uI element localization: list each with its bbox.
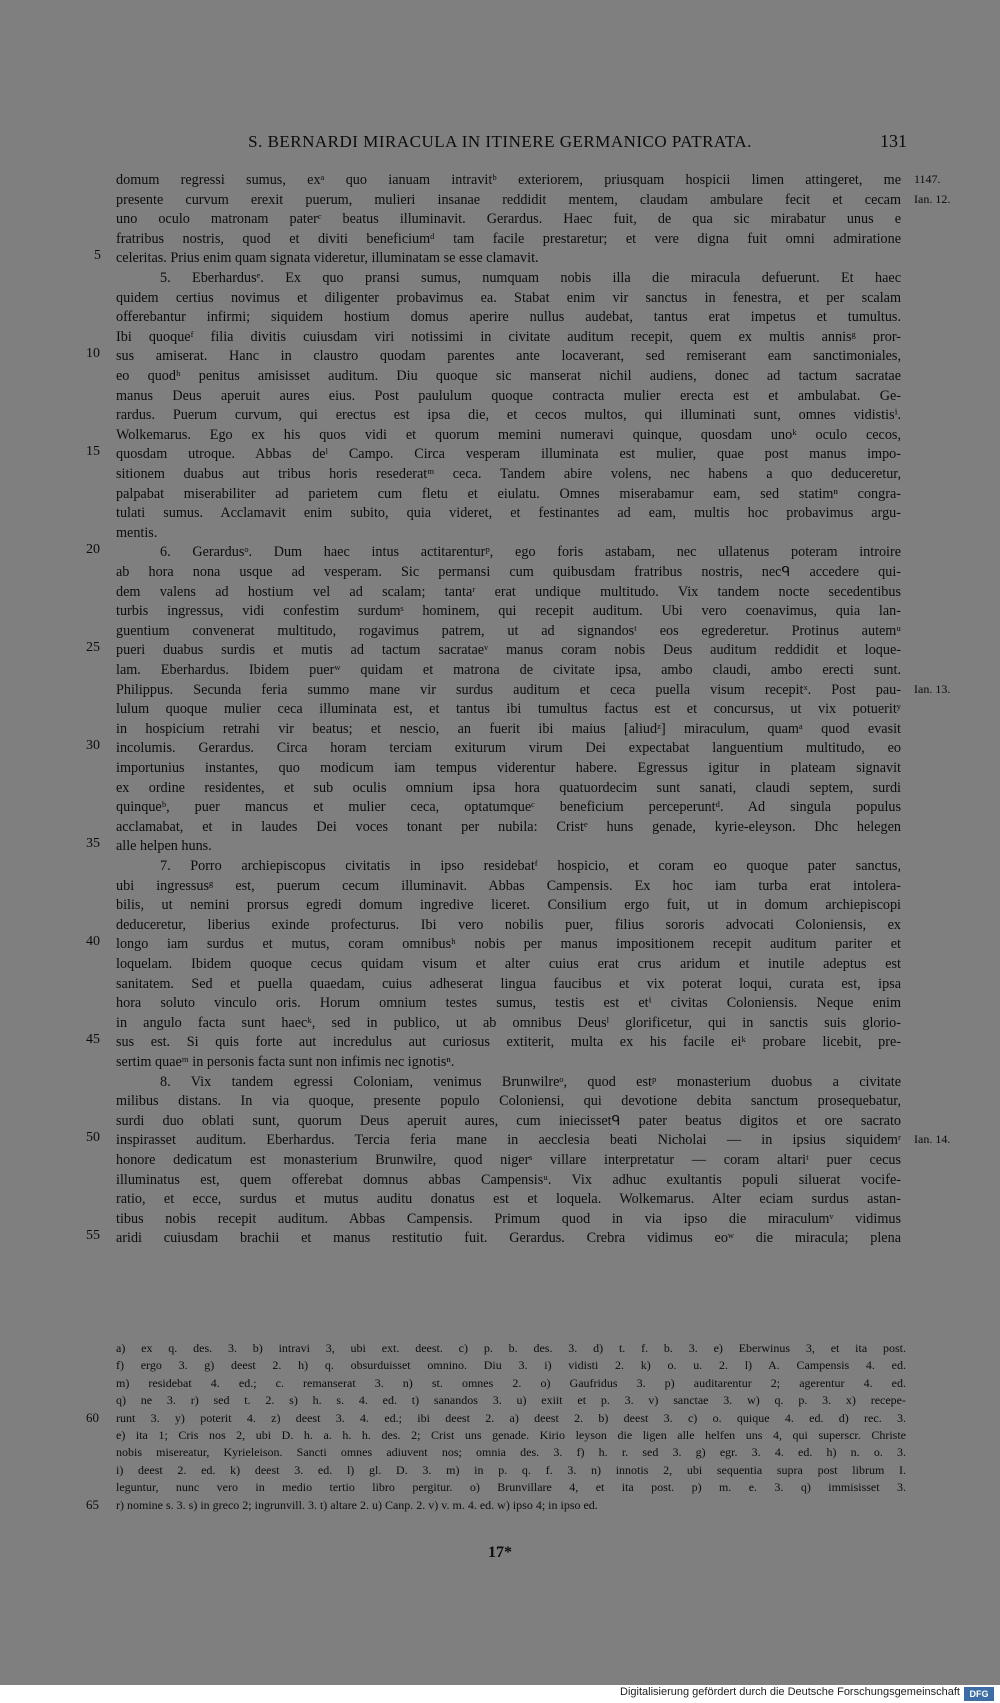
text-line: 7. Porro archiepiscopus civitatis in ipso residebatᶠ hospicio, et coram eo quoque pater sanctus, bbox=[160, 858, 901, 874]
footnote-line: m) residebat 4. ed.; c. remanserat 3. n) st. omnes 2. o) Gaufridus 3. p) auditarentur 2; agerentur 4. ed. bbox=[116, 1375, 906, 1390]
text-line: mentis. bbox=[116, 524, 158, 541]
text-line: loquelam. Ibidem quoque cecus quidam visum et alter cuius erat crus aridum et inutile adeptus est bbox=[116, 956, 901, 972]
text-line: eo quodʰ penitus amisisset auditum. Diu quoque sic manserat nichil audiens, donec ad tactum sacratae bbox=[116, 368, 901, 384]
footnote-line: a) ex q. des. 3. b) intravi 3, ubi ext. deest. c) p. b. des. 3. d) t. f. b. 3. e) Eberwinus 3, et ita post. bbox=[116, 1341, 906, 1355]
line-number: 50 bbox=[86, 1130, 100, 1146]
footnote-line: q) ne 3. r) sed t. 2. s) h. s. 4. ed. t) sanandos 3. u) exiit et p. 3. v) sanctae 3. w) q. p. 3. x) recepe- bbox=[116, 1393, 906, 1408]
margin-date-note: Ian. 12. bbox=[914, 191, 951, 206]
footnote-line: leguntur, nunc vero in medio tertio libro pergitur. o) Brunvillare 4, et ita post. p) m. e. 3. q) immisisset 3. bbox=[116, 1480, 906, 1495]
signature-mark: 17* bbox=[488, 1544, 512, 1561]
text-line: ex ordine residentes, et sub oculis omnium ipsa hora quatuordecim sunt sanati, claudi septem, surdi bbox=[116, 779, 901, 796]
margin-date-note: Ian. 14. bbox=[914, 1132, 951, 1147]
text-line: rardus. Puerum curvum, qui erectus est ipsa die, et cecos multos, qui illuminati sunt, omnes vidistisⁱ. bbox=[116, 407, 901, 424]
line-number: 30 bbox=[86, 738, 100, 754]
margin-date-note: Ian. 13. bbox=[914, 681, 951, 696]
page-number: 131 bbox=[880, 131, 907, 151]
text-line: quosdam utroque. Abbas deˡ Campo. Circa vesperam illuminata est mulier, quae post manus impo- bbox=[116, 446, 901, 463]
text-line: longo iam surdus et mutus, coram omnibusʰ nobis per manus impositionem recepit auditum pariter et bbox=[116, 936, 901, 953]
footnote-line: runt 3. y) poterit 4. z) deest 3. 4. ed.; ibi deest 2. a) deest 2. b) deest 3. c) o. quique 4. ed. d) rec. 3. bbox=[116, 1410, 906, 1425]
line-number: 10 bbox=[86, 346, 100, 362]
text-line: hora soluto vinculo oris. Horum omnium testes sumus, testis est etⁱ civitas Coloniensis. Neque enim bbox=[116, 995, 901, 1012]
text-line: illuminatus est, quem offerebat domnus abbas Campensisᵘ. Vix adhuc exultantis populi siluerat vocife- bbox=[116, 1171, 901, 1188]
text-line: sanitatem. Sed et puella quaedam, cuius adheserat lingua faucibus et vix poterat loqui, curata est, ipsa bbox=[116, 975, 901, 992]
text-line: aridi cuiusdam brachii et manus restitutio fuit. Gerardus. Crebra vidimus eoʷ die miracula; plena bbox=[116, 1230, 901, 1247]
text-line: in hospicium retrahi vir beatus; et nescio, an fuerit ibi maius [aliudᶻ] miraculum, quamᵃ quod evasit bbox=[116, 720, 901, 737]
dfg-logo-icon: DFG bbox=[964, 1687, 994, 1701]
text-line: 5. Eberhardusᵉ. Ex quo pransi sumus, numquam nobis illa die miracula defuerunt. Et haec bbox=[160, 270, 901, 286]
text-line: Ibi quoqueᶠ filia divitis cuiusdam viri notissimi in civitate auditum recepit, quem ex multis annisᵍ pror- bbox=[116, 328, 901, 345]
footnote-line: nobis misereatur, Kyrieleison. Sancti omnes adiuvent nos; omnia des. 3. f) h. r. sed 3. g) egr. 3. 4. ed. h) n. o. 3. bbox=[116, 1445, 906, 1460]
text-line: tibus nobis recepit auditum. Abbas Campensis. Primum quod in via ipso die miraculumᵛ vidimus bbox=[116, 1210, 901, 1227]
text-line: offerebantur infirmi; siquidem hostium domus aperire nullus audebat, tantus erat impetus et tumultus. bbox=[116, 309, 901, 326]
text-line: ratio, et ecce, surdus et mutus auditu donatus est et loquela. Wolkemarus. Alter eciam surdus astan- bbox=[116, 1191, 901, 1208]
line-number: 25 bbox=[86, 640, 100, 656]
text-line: importunius instantes, quo modicum iam tempus viderentur habere. Egressus igitur in plateam signavit bbox=[116, 760, 901, 776]
text-line: deduceretur, liberius exinde profecturus. Ibi vero nobilis puer, filius sororis advocati Coloniensis, ex bbox=[116, 916, 901, 933]
text-line: honore dedicatum est monasterium Brunwilre, quod nigerˢ villare interpretatur — coram altariᵗ puer cecus bbox=[116, 1152, 901, 1168]
text-line: ubi ingressusᵍ est, puerum cecum illuminavit. Abbas Campensis. Ex hoc iam turba erat intolera- bbox=[116, 877, 901, 894]
line-number: 55 bbox=[86, 1228, 100, 1244]
line-number: 65 bbox=[86, 1496, 99, 1512]
text-line: acclamabat, et in laudes Dei voces tonant per nubila: Cristᵉ huns genade, kyrie-eleyson. Dhc helegen bbox=[116, 818, 901, 835]
line-number: 20 bbox=[86, 542, 100, 558]
text-line: lam. Eberhardus. Ibidem puerʷ quidam et matrona de civitate ipsa, ambo claudi, ambo erecti sunt. bbox=[116, 662, 901, 678]
text-line: Wolkemarus. Ego ex his quos vidi et quorum memini numeravi quinque, quosdam unoᵏ oculo cecos, bbox=[116, 426, 901, 443]
text-line: bilis, ut nemini prorsus egredi domum ingredive liceret. Consilium ergo fuit, ut in domum archiepiscopi bbox=[116, 897, 901, 914]
text-line: fratribus nostris, quod et diviti beneficiumᵈ tam facile prestaretur; et vere digna fuit omni admiratione bbox=[116, 230, 901, 247]
text-line: tulati sumus. Acclamavit enim subito, quia videret, et festinantes ad eam, multis hoc probavimus argu- bbox=[116, 505, 901, 522]
text-line: milibus distans. In via quoque, presente populo Coloniensi, qui devotione debita sanctum prosequebatur, bbox=[116, 1093, 901, 1110]
text-line: incolumis. Gerardus. Circa horam terciam exiturum virum Dei expectabat languentium multitudo, eo bbox=[116, 740, 901, 757]
line-number: 60 bbox=[86, 1409, 99, 1425]
text-line: 6. Gerardusᵒ. Dum haec intus actitarenturᵖ, ego foris astabam, nec ullatenus poteram introire bbox=[160, 544, 901, 561]
text-line: sertim quaeᵐ in personis facta sunt non infimis nec ignotisⁿ. bbox=[116, 1054, 455, 1070]
text-line: alle helpen huns. bbox=[116, 838, 212, 855]
text-line: palpabat miserabiliter ad parietem cum fletu et eiulatu. Omnes miserabamur eam, sed statimⁿ congra- bbox=[116, 485, 901, 502]
running-title: S. BERNARDI MIRACULA IN ITINERE GERMANICO PATRATA. bbox=[248, 132, 752, 151]
text-line: domum regressi sumus, exᵃ quo ianuam intravitᵇ exteriorem, priusquam hospicii limen attingeret, me bbox=[116, 172, 901, 188]
text-line: pueri duabus surdis et mutis ad tactum sacrataeᵛ manus coram nobis Deus auditum reddidit et loque- bbox=[116, 642, 901, 659]
line-number: 45 bbox=[86, 1032, 100, 1048]
text-line: ab hora nona usque ad vesperam. Sic permansi cum quibusdam fratribus nostris, necᑫ accedere qui- bbox=[116, 564, 901, 580]
text-line: sitionem duabus aut tribus horis resederatᵐ ceca. Tandem abire volens, nec habens a quo deduceretur, bbox=[116, 466, 901, 482]
text-line: uno oculo matronam paterᶜ beatus illuminavit. Gerardus. Haec fuit, de qua sic mirabatur unus e bbox=[116, 211, 901, 228]
text-line: guentium convenerat multitudo, rogavimus patrem, ut ad signandosᵗ eos egrederetur. Protinus autemᵘ bbox=[116, 622, 901, 639]
line-number: 15 bbox=[86, 444, 100, 460]
text-line: Philippus. Secunda feria summo mane vir surdus auditum et ceca puella visum recepitˣ. Post pau- bbox=[116, 681, 901, 698]
line-number: 35 bbox=[86, 836, 100, 852]
text-line: quinqueᵇ, puer mancus et mulier ceca, optatumqueᶜ beneficium perceperuntᵈ. Ad singula populus bbox=[116, 799, 901, 816]
text-line: inspirasset auditum. Eberhardus. Tercia feria mane in aecclesia beati Nicholai — in ipsius siquidemʳ bbox=[116, 1132, 901, 1149]
text-line: turbis ingressus, vidi confestim surdumˢ hominem, qui recepit auditum. Ubi vero coenavimus, quia lan- bbox=[116, 603, 901, 620]
footnote-line: r) nomine s. 3. s) in greco 2; ingrunvill. 3. t) altare 2. u) Canp. 2. v) v. m. 4. ed. w) ipso 4; in ipso ed. bbox=[116, 1497, 598, 1512]
footnote-line: e) ita 1; Cris nos 2, ubi D. h. a. h. h. des. 2; Crist uns genade. Kirio leyson die ligen alle helfen uns 4, qui superscr. Christe bbox=[116, 1428, 906, 1442]
text-line: in angulo facta sunt haecᵏ, sed in publico, ut ab omnibus Deusˡ glorificetur, qui in sanctis suis glorio- bbox=[116, 1014, 901, 1031]
footer-credit: Digitalisierung gefördert durch die Deutsche Forschungsgemeinschaft bbox=[620, 1686, 960, 1698]
text-line: surdi duo oblati sunt, quorum Deus aperuit aures, cum iniecissetᑫ pater beatus digitos et ore sacrato bbox=[116, 1112, 901, 1129]
text-line: celeritas. Prius enim quam signata videretur, illuminatam se esse clamavit. bbox=[116, 250, 539, 267]
footnote-line: i) deest 2. ed. k) deest 3. ed. l) gl. D. 3. m) in p. q. f. 3. n) innotis 2, ubi sequentia supra post librum I. bbox=[116, 1462, 906, 1477]
text-line: sus est. Si quis forte aut incredulus aut curiosus extiterit, multa ex his facile eiᵏ probare licebit, pre- bbox=[116, 1034, 901, 1051]
text-line: presente curvum erexit puerum, mulieri insanae reddidit mentem, claudam ambulare fecit et cecam bbox=[116, 191, 901, 208]
text-line: quidem certius novimus et diligenter probavimus ea. Stabat enim vir sanctus in fenestra, et per scalam bbox=[116, 289, 901, 306]
margin-date-note: 1147. bbox=[914, 172, 941, 186]
line-number: 40 bbox=[86, 934, 100, 950]
text-line: lulum quoque mulier ceca illuminata est, et tantus ibi tumultus factus est et concursus, ut vix potueritʸ bbox=[116, 701, 901, 718]
text-line: 8. Vix tandem egressi Coloniam, venimus Brunwilreᵒ, quod estᵖ monasterium duobus a civitate bbox=[160, 1073, 901, 1090]
text-line: sus amiserat. Hanc in claustro quodam parentes ante locaverant, sed remiserant eam sanctimoniales, bbox=[116, 348, 901, 365]
line-number: 5 bbox=[94, 248, 101, 264]
footnote-line: f) ergo 3. g) deest 2. h) q. obsurduisset omnino. Diu 3. i) vidisti 2. k) o. u. 2. l) A. Campensis 4. ed. bbox=[116, 1358, 906, 1373]
text-line: dem valens ad hostium vel ad scalam; tantaʳ erat undique multitudo. Vix tandem nocte secedentibus bbox=[116, 583, 901, 600]
text-line: manus Deus aperuit aures eius. Post paululum quoque contracta mulier erecta est et ambulabat. Ge- bbox=[116, 387, 901, 404]
footer-bar bbox=[0, 1685, 1000, 1703]
